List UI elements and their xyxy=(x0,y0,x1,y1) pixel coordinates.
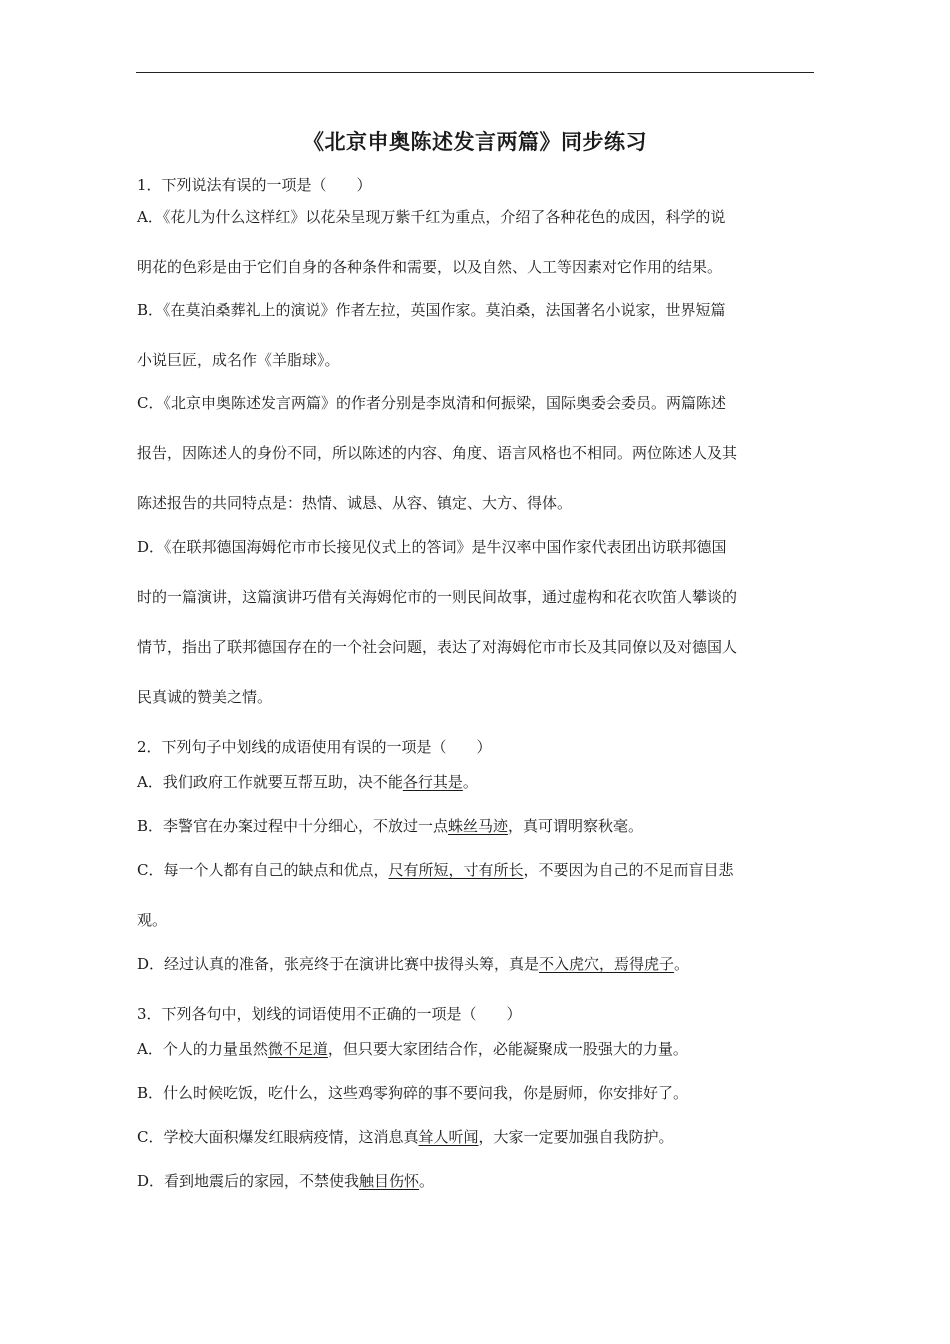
q2-option-b-text: B．李警官在办案过程中十分细心，不放过一点 xyxy=(137,817,449,835)
q3-option-a xyxy=(137,1039,817,1059)
q2-option-a xyxy=(137,772,817,792)
q2-option-a-tail: 。 xyxy=(462,773,478,791)
q1-option-a-line-1: A．《花儿为什么这样红》以花朵呈现万紫千红为重点，介绍了各种花色的成因，科学的说 xyxy=(137,208,726,226)
q1-option-d-line-2: 时的一篇演讲，这篇演讲巧借有关海姆佗市的一则民间故事，通过虚构和花衣吹笛人攀谈的 xyxy=(137,588,738,606)
question-3-stem: 3．下列各句中，划线的词语使用不正确的一项是（ ） xyxy=(137,1005,522,1023)
q1-option-a-line-2: 明花的色彩是由于它们自身的各种条件和需要，以及自然、人工等因素对它作用的结果。 xyxy=(137,258,723,276)
q3-option-b xyxy=(137,1083,817,1103)
q1-option-c-line-2: 报告，因陈述人的身份不同，所以陈述的内容、角度、语言风格也不相同。两位陈述人及其 xyxy=(137,444,738,462)
q2-option-a-idiom: 各行其是 xyxy=(402,773,463,791)
header-rule xyxy=(136,72,814,73)
q3-option-c-text: C．学校大面积爆发红眼病疫情，这消息真 xyxy=(137,1128,419,1146)
question-1-stem: 1．下列说法有误的一项是（ ） xyxy=(137,176,372,194)
q2-option-b xyxy=(137,816,817,836)
q2-option-c-text: C．每一个人都有自己的缺点和优点， xyxy=(137,861,389,879)
q3-option-d-tail: 。 xyxy=(419,1172,435,1190)
q2-option-b-idiom: 蛛丝马迹 xyxy=(448,817,509,835)
q3-option-d xyxy=(137,1171,817,1191)
q3-option-a-word: 微不足道 xyxy=(267,1040,328,1058)
q1-option-c-line-1: C．《北京申奥陈述发言两篇》的作者分别是李岚清和何振梁，国际奥委会委员。两篇陈述 xyxy=(137,394,726,412)
q2-option-c xyxy=(137,860,817,880)
q3-option-c-tail: ，大家一定要加强自我防护。 xyxy=(478,1128,674,1146)
q3-option-a-tail: ，但只要大家团结合作，必能凝聚成一股强大的力量。 xyxy=(327,1040,688,1058)
q2-option-b-tail: ，真可谓明察秋毫。 xyxy=(508,817,644,835)
q1-option-b-line-2: 小说巨匠，成名作《羊脂球》。 xyxy=(137,351,340,369)
q3-option-b-text: B．什么时候吃饭，吃什么，这些鸡零狗碎的事不要问我，你是厨师，你安排好了。 xyxy=(137,1084,689,1102)
q2-option-c-line-2: 观。 xyxy=(137,911,168,929)
q2-option-d xyxy=(137,954,817,974)
q2-option-a-text: A．我们政府工作就要互帮互助，决不能 xyxy=(137,773,403,791)
q3-option-d-text: D．看到地震后的家园，不禁使我 xyxy=(137,1172,360,1190)
q1-option-d-line-4: 民真诚的赞美之情。 xyxy=(137,688,273,706)
q2-option-c-tail: ，不要因为自己的不足而盲目悲 xyxy=(523,861,734,879)
q1-option-c-line-3: 陈述报告的共同特点是：热情、诚恳、从容、镇定、大方、得体。 xyxy=(137,494,573,512)
q1-option-d-line-1: D．《在联邦德国海姆佗市市长接见仪式上的答词》是牛汉率中国作家代表团出访联邦德国 xyxy=(137,538,727,556)
q2-option-d-idiom: 不入虎穴，焉得虎子 xyxy=(539,955,675,973)
q2-option-c-idiom: 尺有所短，寸有所长 xyxy=(388,861,524,879)
q3-option-d-word: 触目伤怀 xyxy=(359,1172,420,1190)
q3-option-c xyxy=(137,1127,817,1147)
q1-option-b-line-1: B．《在莫泊桑葬礼上的演说》作者左拉，英国作家。莫泊桑，法国著名小说家，世界短篇 xyxy=(137,301,726,319)
question-2-stem: 2．下列句子中划线的成语使用有误的一项是（ ） xyxy=(137,738,492,756)
q3-option-a-text: A．个人的力量虽然 xyxy=(137,1040,268,1058)
q2-option-d-tail: 。 xyxy=(674,955,690,973)
q3-option-c-word: 耸人听闻 xyxy=(418,1128,479,1146)
q2-option-d-text: D．经过认真的准备，张亮终于在演讲比赛中拔得头筹，真是 xyxy=(137,955,540,973)
document-title: 《北京申奥陈述发言两篇》同步练习 xyxy=(303,129,647,154)
q1-option-d-line-3: 情节，指出了联邦德国存在的一个社会问题，表达了对海姆佗市市长及其同僚以及对德国人 xyxy=(137,638,738,656)
